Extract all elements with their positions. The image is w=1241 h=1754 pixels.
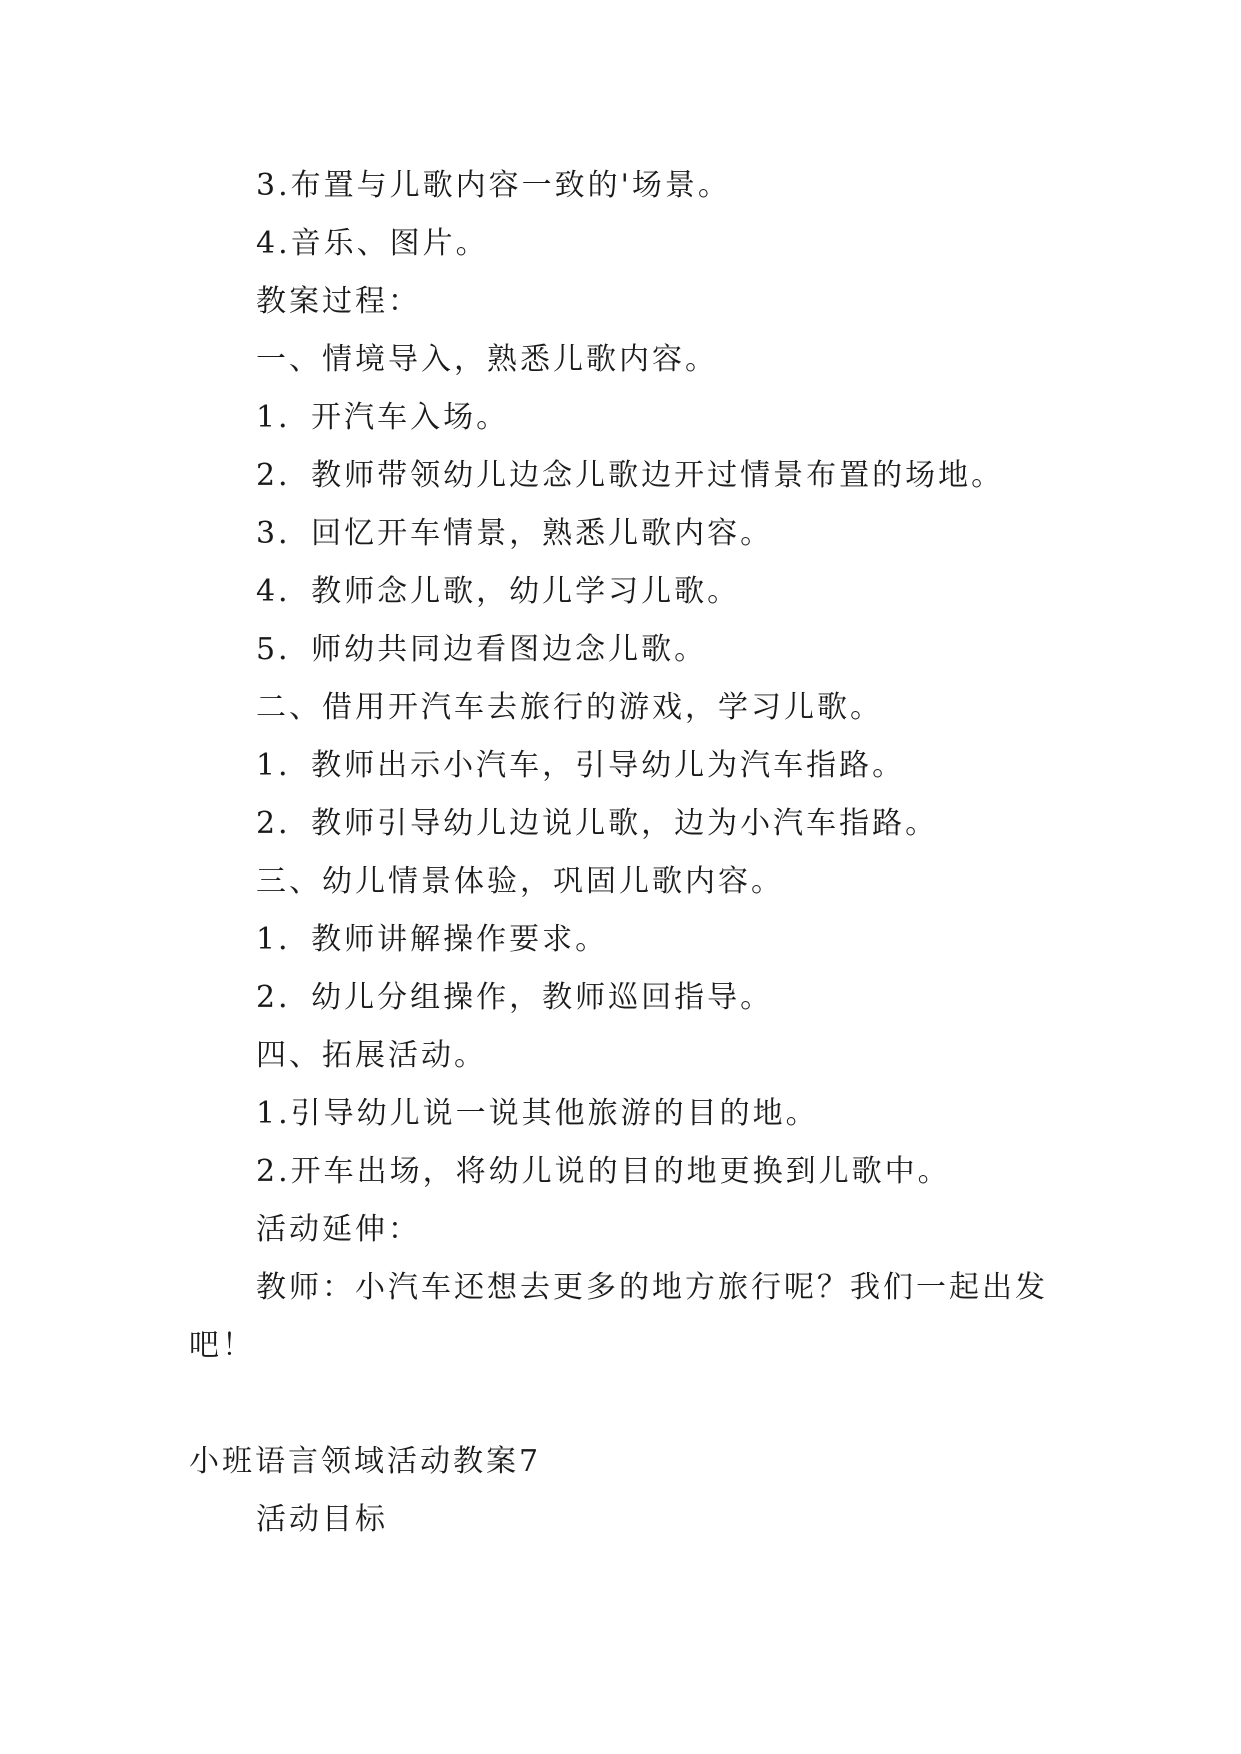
text-line: 4.音乐、图片。 <box>256 226 489 261</box>
text-line: 5．师幼共同边看图边念儿歌。 <box>256 632 708 667</box>
text-line: 2．教师带领幼儿边念儿歌边开过情景布置的场地。 <box>256 458 1005 493</box>
text-line: 1．开汽车入场。 <box>256 400 510 435</box>
text-line: 2．幼儿分组操作，教师巡回指导。 <box>256 980 774 1015</box>
text-line: 一、情境导入，熟悉儿歌内容。 <box>256 342 718 377</box>
section-title: 小班语言领域活动教案7 <box>189 1444 542 1479</box>
text-line: 3．回忆开车情景，熟悉儿歌内容。 <box>256 516 774 551</box>
text-line: 1．教师讲解操作要求。 <box>256 922 609 957</box>
text-line: 教师：小汽车还想去更多的地方旅行呢？我们一起出发 <box>256 1270 1048 1305</box>
text-line: 2.开车出场，将幼儿说的目的地更换到儿歌中。 <box>256 1154 951 1189</box>
text-line: 3.布置与儿歌内容一致的'场景。 <box>256 168 731 203</box>
text-line: 吧！ <box>189 1328 255 1363</box>
text-line: 三、幼儿情景体验，巩固儿歌内容。 <box>256 864 784 899</box>
text-line: 4．教师念儿歌，幼儿学习儿歌。 <box>256 574 741 609</box>
text-line: 四、拓展活动。 <box>256 1038 487 1073</box>
text-line: 2．教师引导幼儿边说儿歌，边为小汽车指路。 <box>256 806 939 841</box>
text-line: 活动延伸： <box>256 1212 421 1247</box>
text-line: 二、借用开汽车去旅行的游戏，学习儿歌。 <box>256 690 883 725</box>
section-first-line: 活动目标 <box>256 1502 388 1537</box>
text-line: 1．教师出示小汽车，引导幼儿为汽车指路。 <box>256 748 906 783</box>
text-line: 教案过程： <box>256 284 421 319</box>
text-line: 1.引导幼儿说一说其他旅游的目的地。 <box>256 1096 819 1131</box>
